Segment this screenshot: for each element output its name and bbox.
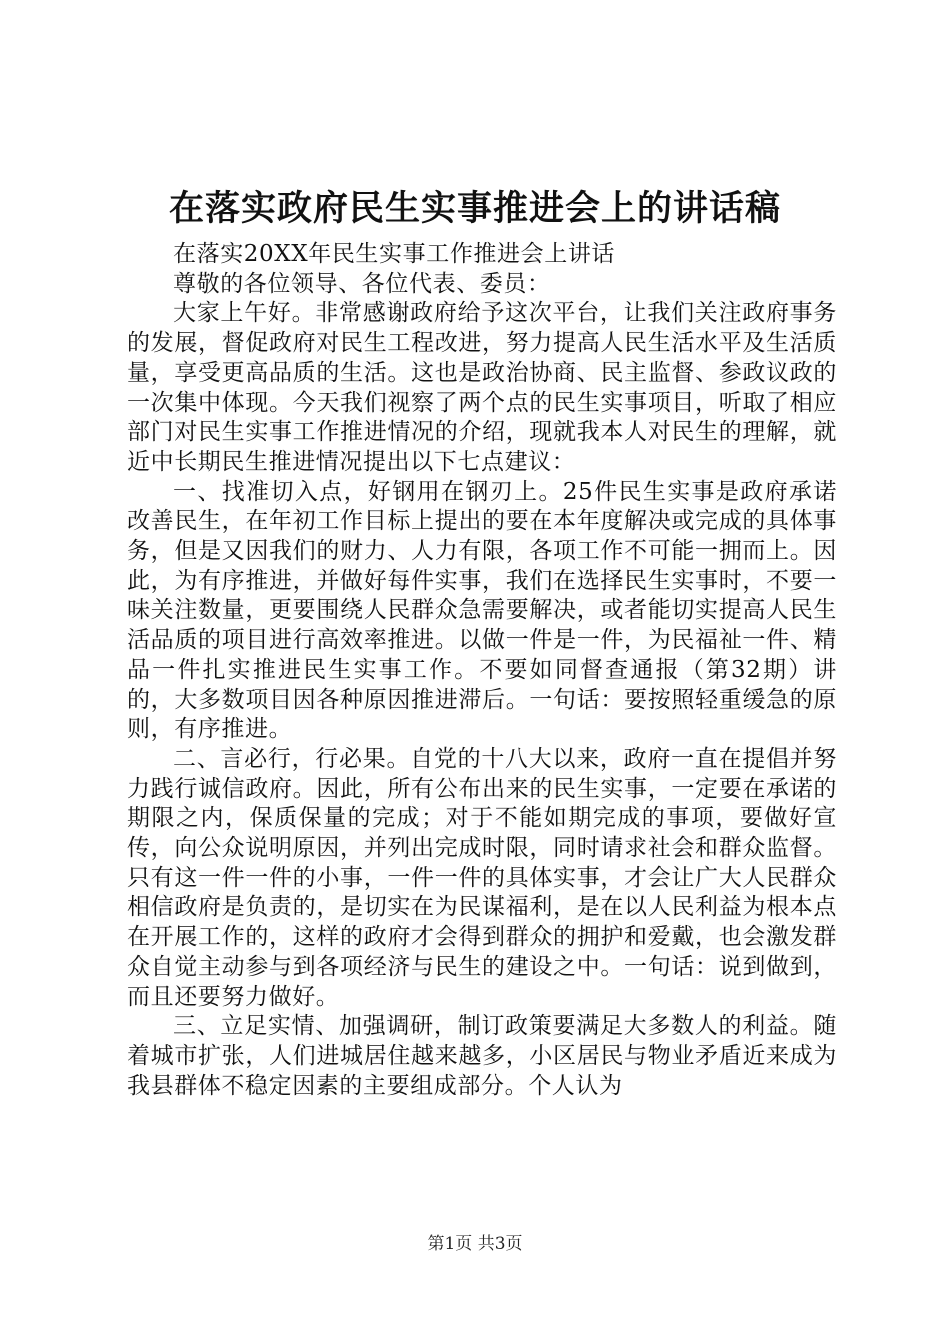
paragraph-point-two: 二、言必行，行必果。自党的十八大以来，政府一直在提倡并努力践行诚信政府。因此，所有公布出来的民生实事，一定要在承诺的期限之内，保质保量的完成；对于不能如期完成的事项，要做好宣传，向公众说明原因，并列出完成时限，同时请求社会和群众监督。只有这一件一件的小事，一件一件的具体实事，才会让广大人民群众相信政府是负责的，是切实在为民谋福利，是在以人民利益为根本点在开展工作的，这样的政府才会得到群众的拥护和爱戴，也会激发群众自觉主动参与到各项经济与民生的建设之中。一句话：说到做到，而且还要努力做好。 — [127, 745, 837, 1010]
paragraph-point-one: 一、找准切入点，好钢用在钢刃上。25件民生实事是政府承诺改善民生，在年初工作目标上提出的要在本年度解决或完成的具体事务，但是又因我们的财力、人力有限，各项工作不可能一拥而上。因此，为有序推进，并做好每件实事，我们在选择民生实事时，不要一味关注数量，更要围绕人民群众急需要解决，或者能切实提高人民生活品质的项目进行高效率推进。以做一件是一件，为民福祉一件、精品一件扎实推进民生实事工作。不要如同督查通报（第32期）讲的，大多数项目因各种原因推进滞后。一句话：要按照轻重缓急的原则，有序推进。 — [127, 478, 837, 743]
document-title: 在落实政府民生实事推进会上的讲话稿 — [168, 188, 781, 229]
page-footer: 第1页 共3页 — [427, 1234, 523, 1254]
paragraph-opening: 大家上午好。非常感谢政府给予这次平台，让我们关注政府事务的发展，督促政府对民生工程改进，努力提高人民生活水平及生活质量，享受更高品质的生活。这也是政治协商、民主监督、参政议政的一次集中体现。今天我们视察了两个点的民生实事项目，听取了相应部门对民生实事工作推进情况的介绍，现就我本人对民生的理解，就近中长期民生推进情况提出以下七点建议： — [127, 300, 837, 475]
paragraph-point-three: 三、立足实情、加强调研，制订政策要满足大多数人的利益。随着城市扩张，人们进城居住越来越多，小区居民与物业矛盾近来成为我县群体不稳定因素的主要组成部分。个人认为 — [127, 1013, 837, 1099]
paragraph-subtitle: 在落实20XX年民生实事工作推进会上讲话 — [173, 241, 616, 267]
document-body — [127, 240, 837, 1101]
paragraph-salutation: 尊敬的各位领导、各位代表、委员： — [173, 270, 551, 297]
